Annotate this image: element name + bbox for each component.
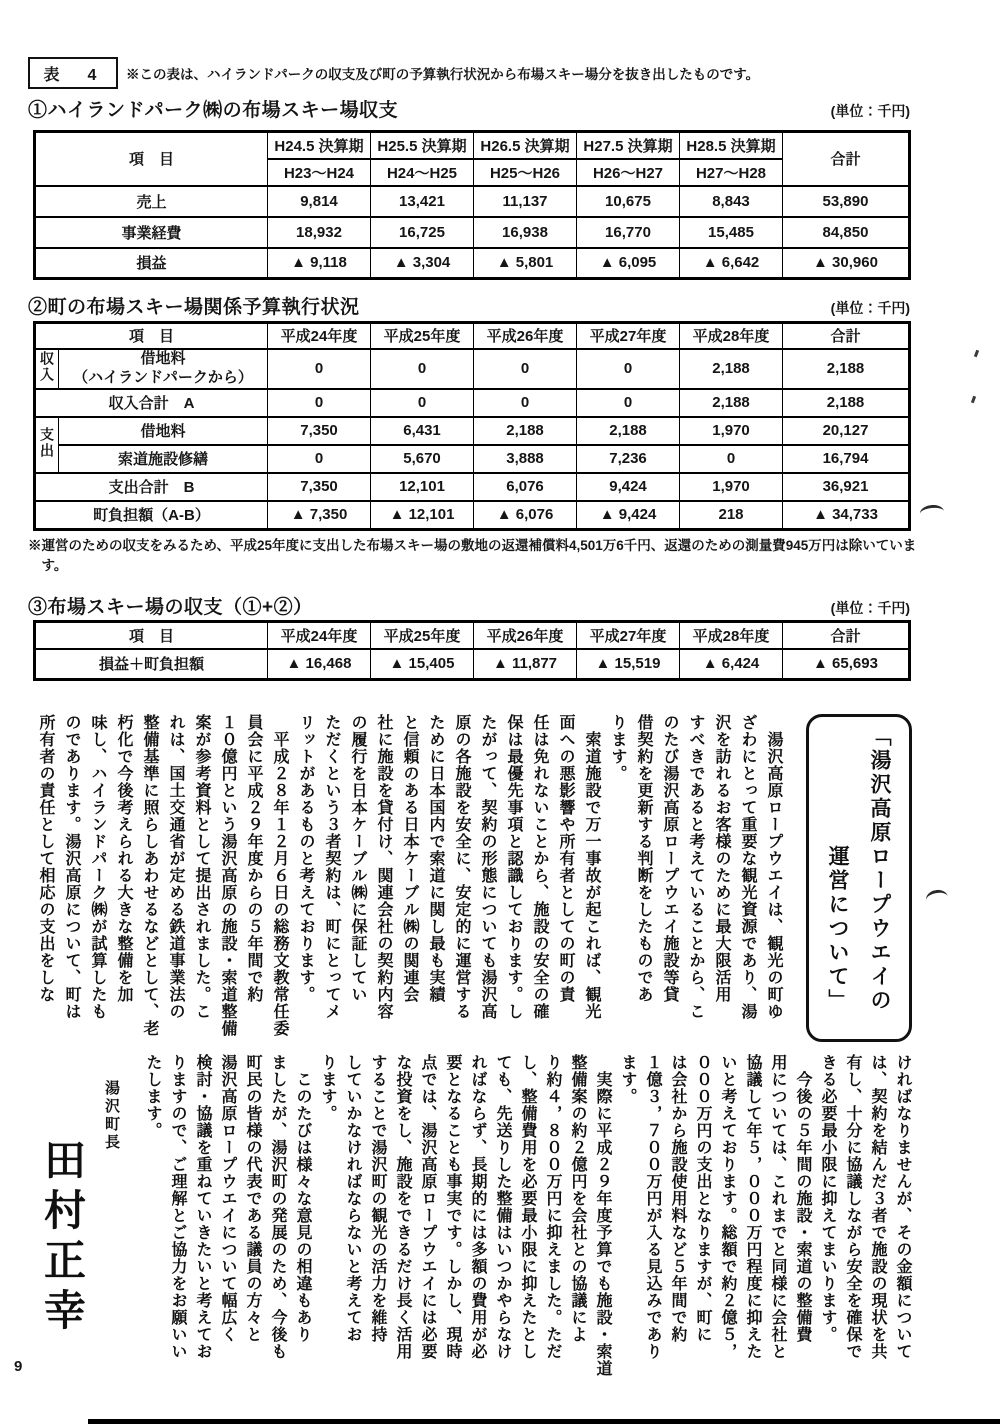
value-cell: ▲ 5,801 (474, 248, 577, 279)
value-cell: 16,725 (371, 217, 474, 248)
total-header-cell: 合計 (783, 132, 910, 186)
value-cell: ▲ 16,468 (268, 649, 371, 680)
row-label-cell: 損益＋町負担額 (35, 649, 268, 680)
row-label-line2: （ハイランドパークから） (73, 368, 253, 386)
table-row-profit-loss (35, 248, 910, 279)
total-cell: 20,127 (783, 417, 910, 445)
value-cell: 0 (268, 389, 371, 417)
value-cell: 2,188 (474, 417, 577, 445)
table-row-rent-expense (35, 417, 910, 445)
article-column: ます。 (619, 1054, 636, 1105)
article-column: たがって、契約の形態についても湯沢高 (479, 714, 496, 1020)
section3-title: ③布場スキー場の収支（①+②） (28, 597, 313, 618)
row-label-cell: 町負担額（A-B） (35, 501, 268, 530)
item-header-cell: 項 目 (35, 622, 268, 649)
row-label-cell: 売上 (35, 186, 268, 217)
value-cell: 13,421 (371, 186, 474, 217)
year-header-cell: 平成28年度 (680, 622, 783, 649)
table-row-expenses (35, 217, 910, 248)
year-header-cell: 平成25年度 (371, 323, 474, 349)
value-cell: ▲ 9,118 (268, 248, 371, 279)
value-cell: 6,076 (474, 473, 577, 501)
article-column: 原の各施設を安全に、安定的に運営する (453, 714, 470, 1020)
total-cell: ▲ 30,960 (783, 248, 910, 279)
article-column: 朽化で今後考えられる大きな整備を加 (115, 714, 132, 1003)
article-column: れは、国土交通省が定める鉄道事業法の (167, 714, 184, 1020)
row-label-cell: 索道施設修繕 (59, 445, 268, 473)
range-header-cell: H23～H24 (268, 159, 371, 186)
article-column: 沢を訪れるお客様のために最大限活用 (713, 714, 730, 1003)
article-column: このたびは様々な意見の相違もあり (294, 1054, 311, 1343)
value-cell: 218 (680, 501, 783, 530)
period-header-cell: H25.5 決算期 (371, 132, 474, 159)
section3-unit-label: (単位：千円) (830, 600, 910, 616)
range-header-cell: H24～H25 (371, 159, 474, 186)
article-column: 索道施設で万一事故が起これば、観光 (583, 714, 600, 1020)
total-header-cell: 合計 (783, 323, 910, 349)
year-header-cell: 平成27年度 (577, 323, 680, 349)
article-column: 協議して年５，０００万円程度に抑えた (744, 1054, 761, 1360)
value-cell: 1,970 (680, 473, 783, 501)
total-cell: 2,188 (783, 349, 910, 389)
article-column: 湯沢高原ロープウエイは、観光の町ゆ (765, 714, 782, 1020)
total-cell: 53,890 (783, 186, 910, 217)
article-column: ざわにとって重要な観光資源であり、湯 (739, 714, 756, 1020)
article-column: 面への悪影響や所有者としての町の責 (557, 714, 574, 1003)
article-column: いと考えております。総額で約２億５， (719, 1054, 736, 1360)
table-town-budget-execution (33, 321, 911, 531)
value-cell: ▲ 6,424 (680, 649, 783, 680)
table-row-town-burden (35, 501, 910, 530)
value-cell: 0 (474, 349, 577, 389)
table-note: ※この表は、ハイランドパークの収支及び町の予算執行状況から布場スキー場分を抜き出したものです。 (126, 67, 760, 82)
value-cell: 9,814 (268, 186, 371, 217)
article-column: ります。 (609, 714, 626, 782)
year-header-cell: 平成26年度 (474, 622, 577, 649)
scan-edge-bar (88, 1419, 1000, 1424)
article-column: 味し、ハイランドパーク㈱が試算したも (89, 714, 106, 1020)
article-column: ければなりませんが、その金額について (894, 1054, 911, 1360)
value-cell: 2,188 (680, 349, 783, 389)
value-cell: 6,431 (371, 417, 474, 445)
period-header-cell: H24.5 決算期 (268, 132, 371, 159)
value-cell: 9,424 (577, 473, 680, 501)
article-column: ０００万円の支出となりますが、町に (694, 1054, 711, 1343)
article-title-box (806, 714, 912, 1042)
article-column: ただくという３者契約は、町にとってメ (323, 714, 340, 1020)
period-header-cell: H26.5 決算期 (474, 132, 577, 159)
article-column: ても、先送りした整備はいつかやらなけ (494, 1054, 511, 1360)
total-cell: 36,921 (783, 473, 910, 501)
value-cell: ▲ 7,350 (268, 501, 371, 530)
section1-title: ①ハイランドパーク㈱の布場スキー場収支 (28, 100, 399, 121)
table-row-ropeway-repair (35, 445, 910, 473)
article-column: 任は免れないことから、施設の安全の確 (531, 714, 548, 1020)
value-cell: ▲ 3,304 (371, 248, 474, 279)
value-cell: ▲ 6,095 (577, 248, 680, 279)
article-column: ために日本国内で索道に関し最も実績 (427, 714, 444, 1003)
article-column: 点では、湯沢高原ロープウエイには必要 (419, 1054, 436, 1360)
total-cell: 2,188 (783, 389, 910, 417)
value-cell: ▲ 11,877 (474, 649, 577, 680)
range-header-cell: H26～H27 (577, 159, 680, 186)
article-column: 整備案の約２億円を会社との協議によ (569, 1054, 586, 1343)
article-column: 検討・協議を重ねていきたいと考えてお (194, 1054, 211, 1360)
value-cell: 10,675 (577, 186, 680, 217)
value-cell: ▲ 15,519 (577, 649, 680, 680)
table-row-income-total (35, 389, 910, 417)
article-column: 社に施設を貸付け、関連会社の契約内容 (375, 714, 392, 1020)
article-column: は会社から施設使用料など５年間で約 (669, 1054, 686, 1343)
scan-artifact-mark (925, 888, 950, 909)
value-cell: 16,770 (577, 217, 680, 248)
item-header-cell: 項 目 (35, 323, 268, 349)
article-column: 用については、これまでと同様に会社と (769, 1054, 786, 1360)
value-cell: 2,188 (577, 417, 680, 445)
value-cell: ▲ 6,642 (680, 248, 783, 279)
scan-artifact-mark (971, 396, 976, 404)
value-cell: 0 (577, 349, 680, 389)
article-column: 案が参考資料として提出されました。こ (193, 714, 210, 1020)
table-number-tag: 表 4 (28, 57, 118, 89)
value-cell: 1,970 (680, 417, 783, 445)
total-header-cell: 合計 (783, 622, 910, 649)
section1-unit-label: (単位：千円) (830, 103, 910, 119)
article-column: りますので、ご理解とご協力をお願いい (169, 1054, 186, 1360)
row-label-cell: 損益 (35, 248, 268, 279)
row-label-line1: 借地料 (140, 349, 186, 367)
item-header-cell: 項 目 (35, 132, 268, 186)
year-header-cell: 平成27年度 (577, 622, 680, 649)
total-cell: 16,794 (783, 445, 910, 473)
scan-artifact-mark (974, 350, 979, 358)
article-column: していかなければならないと考えてお (344, 1054, 361, 1343)
article-column: のたび湯沢高原ロープウエイ施設等貸 (661, 714, 678, 1003)
year-header-cell: 平成24年度 (268, 622, 371, 649)
total-cell: ▲ 65,693 (783, 649, 910, 680)
article-column: し、整備費用を必要最小限に抑えたとし (519, 1054, 536, 1360)
article-column: 保は最優先事項と認識しております。し (505, 714, 522, 1020)
value-cell: 0 (268, 349, 371, 389)
article-column: 町民の皆様の代表である議員の方々と (244, 1054, 261, 1343)
value-cell: 11,137 (474, 186, 577, 217)
article-upper-block (32, 714, 912, 1042)
value-cell: ▲ 9,424 (577, 501, 680, 530)
year-header-cell: 平成28年度 (680, 323, 783, 349)
article-title-line: 「湯沢高原ロープウエイの (868, 725, 892, 1013)
article-column: 要となることも事実です。しかし、現時 (444, 1054, 461, 1360)
value-cell: 0 (577, 389, 680, 417)
table-row (35, 323, 910, 349)
row-label-cell: 収入合計 A (35, 389, 268, 417)
value-cell: 0 (474, 389, 577, 417)
table-row (35, 132, 910, 159)
table-row-expense-total (35, 473, 910, 501)
range-header-cell: H25～H26 (474, 159, 577, 186)
article-column: きる必要最小限に抑えてまいります。 (819, 1054, 836, 1343)
table-row-combined (35, 649, 910, 680)
expense-group-label: 支出 (39, 426, 55, 459)
value-cell: 18,932 (268, 217, 371, 248)
value-cell: 0 (371, 349, 474, 389)
signature-role: 湯沢町長 (103, 1080, 120, 1152)
article-column: 平成２８年１２月６日の総務文教常任委 (271, 714, 288, 1037)
table-row (35, 622, 910, 649)
section2-unit-label: (単位：千円) (830, 300, 910, 316)
period-header-cell: H27.5 決算期 (577, 132, 680, 159)
value-cell: ▲ 6,076 (474, 501, 577, 530)
article-column: ればならず、長期的には多額の費用が必 (469, 1054, 486, 1360)
article-column: することで湯沢町の観光の活力を維持 (369, 1054, 386, 1343)
value-cell: 15,485 (680, 217, 783, 248)
value-cell: 2,188 (680, 389, 783, 417)
article-column: 実際に平成２９年度予算でも施設・索道 (594, 1054, 611, 1377)
article-column: のであります。湯沢高原について、町は (63, 714, 80, 1020)
period-header-cell: H28.5 決算期 (680, 132, 783, 159)
value-cell: 0 (268, 445, 371, 473)
table2-footnote: ※運営のための収支をみるため、平成25年度に支出した布場スキー場の敷地の返還補償料4,501万6千円、返還のための測量費945万円は除いています。 (28, 538, 917, 574)
article-column: ります。 (319, 1054, 336, 1122)
value-cell: ▲ 15,405 (371, 649, 474, 680)
article-column: たします。 (144, 1054, 161, 1139)
article-column: 整備基準に照らしあわせるなどとして、老 (141, 714, 158, 1037)
table-row-sales (35, 186, 910, 217)
row-label-cell: 支出合計 B (35, 473, 268, 501)
article-lower-block (34, 1054, 915, 1388)
article-column: 員会に平成２９年度からの５年間で約 (245, 714, 262, 1003)
value-cell: 7,350 (268, 417, 371, 445)
range-header-cell: H27～H28 (680, 159, 783, 186)
article-column: 有し、十分に協議しながら安全を確保で (844, 1054, 861, 1360)
year-header-cell: 平成25年度 (371, 622, 474, 649)
article-column: り約４，８００万円に抑えました。ただ (544, 1054, 561, 1360)
article-column: ましたが、湯沢町の発展のため、今後も (269, 1054, 286, 1360)
article-column: の履行を日本ケーブル㈱に保証してい (349, 714, 366, 1003)
article-column: な投資をし、施設をできるだけ長く活用 (394, 1054, 411, 1360)
table-row-rent-income (35, 349, 910, 389)
article-column: と信頼のある日本ケーブル㈱の関連会 (401, 714, 418, 1003)
row-label-cell: 事業経費 (35, 217, 268, 248)
value-cell: 5,670 (371, 445, 474, 473)
article-column: 湯沢高原ロープウエイについて幅広く (219, 1054, 236, 1343)
income-group-cell (35, 349, 59, 389)
table-combined-balance (33, 620, 911, 681)
article-column: すべきであると考えていることから、こ (687, 714, 704, 1020)
value-cell: 0 (680, 445, 783, 473)
value-cell: ▲ 12,101 (371, 501, 474, 530)
value-cell: 3,888 (474, 445, 577, 473)
row-label-cell (59, 349, 268, 389)
signature-name: 田村正幸 (38, 1138, 87, 1338)
article-column: 所有者の責任として相応の支出をしな (37, 714, 54, 1003)
article-column: 今後の５年間の施設・索道の整備費 (794, 1054, 811, 1343)
value-cell: 7,236 (577, 445, 680, 473)
value-cell: 7,350 (268, 473, 371, 501)
section2-title: ②町の布場スキー場関係予算執行状況 (28, 297, 360, 318)
value-cell: 8,843 (680, 186, 783, 217)
article-column: は、契約を結んだ３者で施設の現状を共 (869, 1054, 886, 1360)
article-column: １億３，７００万円が入る見込みであり (644, 1054, 661, 1360)
total-cell: 84,850 (783, 217, 910, 248)
table-highland-park-balance (33, 130, 911, 280)
article-title-line: 運営について」 (826, 725, 850, 1013)
page-number: 9 (14, 1358, 23, 1375)
row-label-cell: 借地料 (59, 417, 268, 445)
year-header-cell: 平成24年度 (268, 323, 371, 349)
expense-group-cell (35, 417, 59, 473)
article-column: １０億円という湯沢高原の施設・索道整備 (219, 714, 236, 1037)
value-cell: 16,938 (474, 217, 577, 248)
scan-artifact-mark (919, 504, 944, 521)
value-cell: 12,101 (371, 473, 474, 501)
article-column: 借契約を更新する判断をしたものであ (635, 714, 652, 1003)
total-cell: ▲ 34,733 (783, 501, 910, 530)
value-cell: 0 (371, 389, 474, 417)
article-column: リットがあるものと考えております。 (297, 714, 314, 1003)
income-group-label: 収入 (39, 350, 55, 383)
year-header-cell: 平成26年度 (474, 323, 577, 349)
